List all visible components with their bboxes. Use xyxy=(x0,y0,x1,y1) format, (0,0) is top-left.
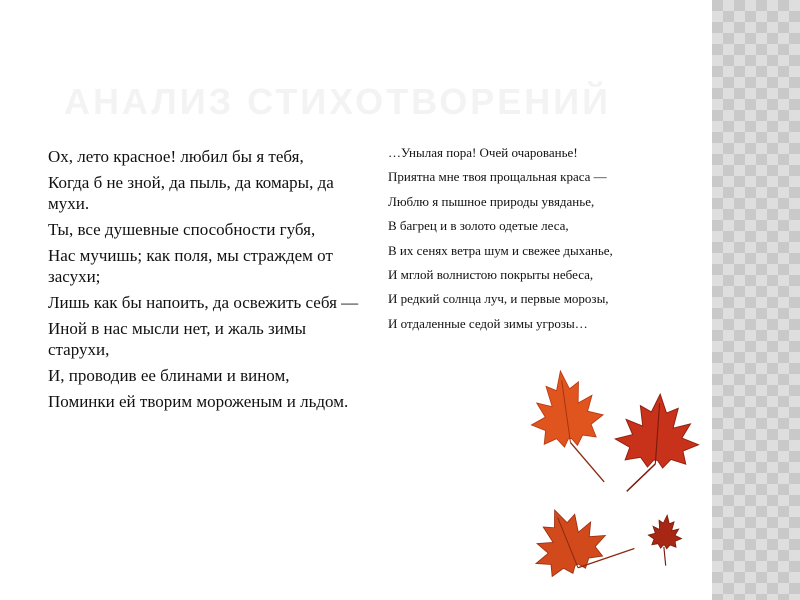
poem-line: Лишь как бы напоить, да освежить себя — xyxy=(48,293,359,312)
maple-leaf-icon xyxy=(520,488,634,585)
poem-line: И отдаленные седой зимы угрозы… xyxy=(388,315,588,331)
left-poem xyxy=(48,146,368,417)
poem-line: Приятна мне твоя прощальная краса — xyxy=(388,169,607,185)
autumn-leaves-image xyxy=(515,358,710,600)
poem-line: Когда б не зной, да пыль, да комары, да мухи. xyxy=(48,173,334,213)
maple-leaf-icon xyxy=(645,513,684,567)
slide-title: АНАЛИЗ СТИХОТВОРЕНИЙ xyxy=(64,81,612,122)
poem-line: …Унылая пора! Очей очарованье! xyxy=(388,145,578,160)
poem-line: И мглой волнистою покрыты небеса, xyxy=(388,266,594,282)
decorative-side-pattern xyxy=(712,0,800,600)
poem-line: В их сенях ветра шум и свежее дыханье, xyxy=(388,242,613,258)
maple-leaf-icon xyxy=(525,366,613,491)
poem-line: Иной в нас мысли нет, и жаль зимы старухи, xyxy=(48,319,307,359)
poem-line: Люблю я пышное природы увяданье, xyxy=(388,193,595,209)
poem-line: Поминки ей творим мороженым и льдом. xyxy=(48,392,349,411)
right-poem xyxy=(388,145,708,340)
poem-line: Ты, все душевные способности губя, xyxy=(48,220,316,239)
maple-leaf-icon xyxy=(612,391,702,496)
poem-line: Ох, лето красное! любил бы я тебя, xyxy=(48,147,304,166)
poem-line: Нас мучишь; как поля, мы страждем от засухи; xyxy=(48,246,333,286)
poem-line: В багрец и в золото одетые леса, xyxy=(388,218,569,234)
poem-line: И редкий солнца луч, и первые морозы, xyxy=(388,291,609,307)
poem-line: И, проводив ее блинами и вином, xyxy=(48,366,290,385)
